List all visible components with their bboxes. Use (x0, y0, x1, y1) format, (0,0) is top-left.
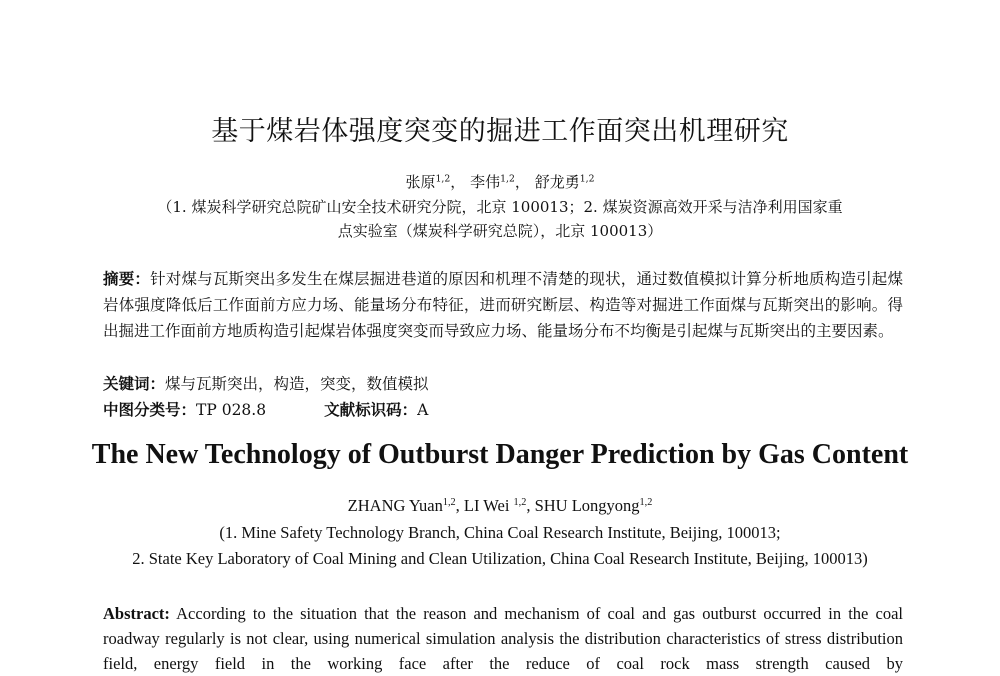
english-affiliation-line: (1. Mine Safety Technology Branch, China Coal Research Institute, Beijing, 100013; (219, 523, 781, 542)
chinese-affiliation-line: （1. 煤炭科学研究总院矿山安全技术研究分院，北京 100013；2. 煤炭资源高效开采与洁净利用国家重 (157, 198, 843, 216)
author-separator: , (526, 496, 535, 515)
doc-code-value: A (417, 401, 429, 419)
chinese-authors (0, 171, 1000, 192)
chinese-title: 基于煤岩体强度突变的掘进工作面突出机理研究 (211, 116, 789, 147)
author-name: 舒龙勇 (534, 173, 580, 191)
author-separator: ， (450, 173, 466, 191)
author-affiliation-mark: 1,2 (639, 496, 653, 508)
chinese-abstract (103, 266, 903, 344)
classification-line (103, 398, 428, 420)
abstract-text: According to the situation that the reason and mechanism of coal and gas outburst occurred in the coal roadway regularly is not clear, using numerical simulation analysis the distribution characteristics of stress distribution field, energy field in the working face after the reduce of coal rock mass strength caused by (103, 604, 903, 673)
author-name: LI Wei (463, 496, 514, 515)
chinese-keywords (103, 372, 429, 394)
english-authors (0, 496, 1000, 516)
author-affiliation-mark: 1,2 (513, 496, 527, 508)
clc-value: TP 028.8 (196, 401, 267, 419)
author-name: 李伟 (470, 173, 501, 191)
abstract-label: Abstract: (103, 604, 170, 623)
author-affiliation-mark: 1,2 (442, 496, 456, 508)
author-name: 张原 (405, 173, 436, 191)
author-separator: ， (514, 173, 530, 191)
english-abstract (103, 601, 903, 676)
keywords-text: 煤与瓦斯突出，构造，突变，数值模拟 (165, 375, 429, 393)
abstract-label: 摘要： (103, 269, 151, 288)
author-affiliation-mark: 1,2 (579, 173, 595, 185)
author-affiliation-mark: 1,2 (500, 173, 515, 185)
author-affiliation-mark: 1,2 (435, 173, 451, 185)
doc-code-label: 文献标识码： (324, 400, 418, 419)
abstract-text: 针对煤与瓦斯突出多发生在煤层掘进巷道的原因和机理不清楚的现状，通过数值模拟计算分析地质构造引起煤岩体强度降低后工作面前方应力场、能量场分布特征，进而研究断层、构造等对掘进工作面煤与瓦斯突出的影响。得出掘进工作面前方地质构造引起煤岩体强度突变而导致应力场、能量场分布不均衡是引起煤与瓦斯突出的主要因素。 (103, 270, 903, 340)
chinese-affiliation-line: 点实验室（煤炭科学研究总院），北京 100013） (337, 222, 663, 240)
clc-label: 中图分类号： (103, 400, 197, 419)
author-name: SHU Longyong (534, 496, 640, 515)
english-title: The New Technology of Outburst Danger Prediction by Gas Content (91, 439, 909, 470)
keywords-label: 关键词： (103, 374, 166, 393)
author-separator: , (455, 496, 464, 515)
author-name: ZHANG Yuan (347, 496, 443, 515)
english-affiliation-line: 2. State Key Laboratory of Coal Mining and Clean Utilization, China Coal Research Institute, Beijing, 100013) (132, 549, 868, 568)
